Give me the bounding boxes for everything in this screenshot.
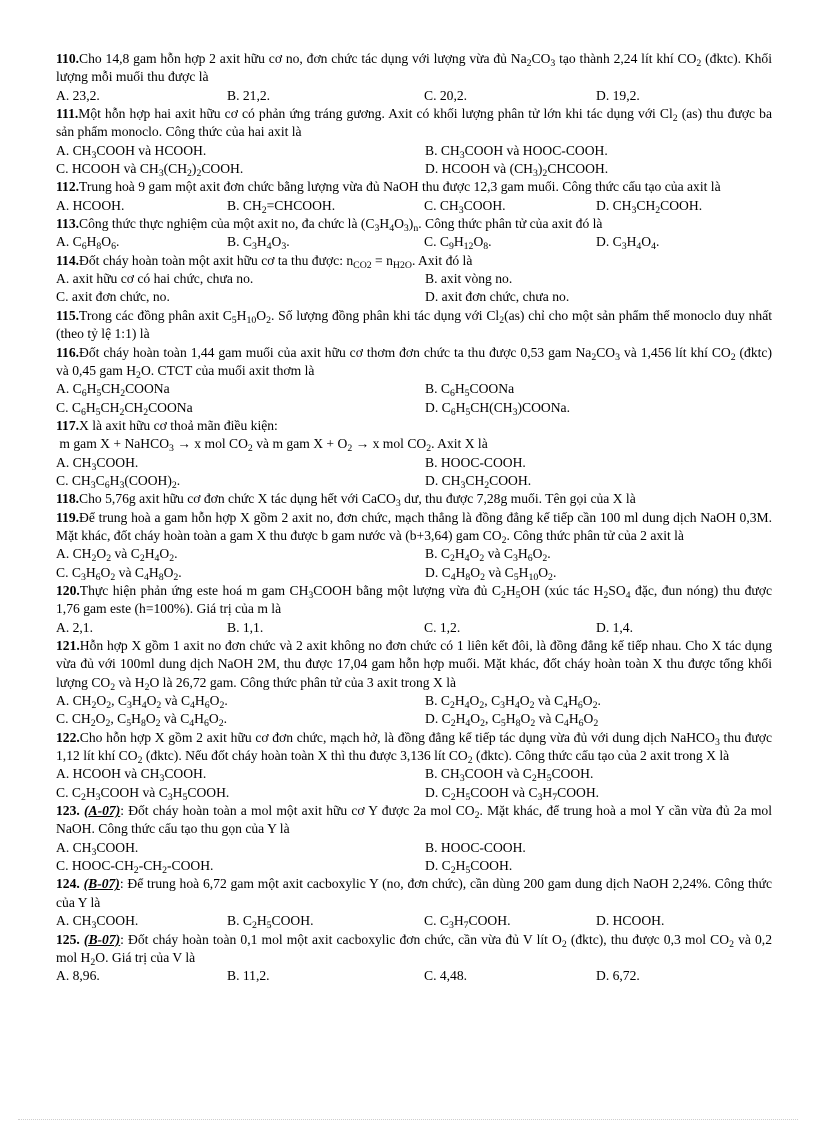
question-stem — [56, 490, 772, 508]
answer-option-b: B. $C_2H_4O_2$, $C_3H_4O_2$ và $C_4H_6O_2$. — [425, 693, 601, 711]
answer-options — [56, 545, 772, 582]
answer-option-a: A. 23,2. — [56, 87, 100, 103]
question-117 — [56, 417, 772, 490]
question-number: 124. — [56, 876, 80, 892]
question-112 — [56, 178, 772, 215]
question-114 — [56, 252, 772, 307]
answer-options — [56, 619, 772, 637]
question-stem — [56, 729, 772, 766]
answer-option-b: B. $C_3H_4O_3$. — [227, 234, 290, 253]
question-number: 125. — [56, 931, 80, 947]
question-124 — [56, 875, 772, 930]
answer-option-b: B. HOOC-COOH. — [425, 839, 526, 855]
answer-option-d: D. $C_4H_8O_2$ và $C_5H_{10}O_2$. — [425, 564, 557, 583]
answer-options — [56, 233, 772, 251]
question-text: X là axit hữu cơ thoả mãn điều kiện: m gam X + NaHCO$_3$ → x mol $CO_2$ và m gam $X + O_2 \to x$ mol $CO_2$. Axit X là — [56, 417, 488, 455]
question-number: 123. — [56, 803, 80, 819]
question-stem — [56, 252, 772, 270]
answer-option-b: B. $CH_3COOH$ và $C_2H_5COOH$. — [425, 766, 594, 785]
question-number: 119. — [56, 509, 80, 525]
question-text: Công thức thực nghiệm của một axit no, đa chức là $(C_3H_4O_3)_n$. Công thức phân tử của axit đó là — [79, 216, 603, 235]
question-stem — [56, 50, 772, 87]
answer-option-b: B. $CH_3COOH$ và HOOC-COOH. — [425, 142, 608, 161]
question-stem — [56, 417, 772, 454]
question-source: (A-07) — [83, 803, 121, 819]
question-121 — [56, 637, 772, 729]
answer-option-c: C. $CH_3C_6H_3(COOH)_2$. — [56, 472, 181, 491]
answer-options — [56, 142, 772, 179]
question-text: Trung hoà 9 gam một axit đơn chức bằng lượng vừa đủ NaOH thu được 12,3 gam muối. Công thức cấu tạo của axit là — [79, 179, 721, 195]
answer-option-a: A. axit hữu cơ có hai chức, chưa no. — [56, 271, 254, 287]
answer-options — [56, 454, 772, 491]
answer-options — [56, 912, 772, 930]
answer-option-a: A. $CH_2O_2$ và $C_2H_4O_2$. — [56, 546, 178, 565]
answer-option-c: C. 20,2. — [424, 87, 468, 103]
answer-option-c: C. $C_3H_6O_2$ và $C_4H_8O_2$. — [56, 564, 182, 583]
answer-option-a: A. $CH_2O_2$, $C_3H_4O_2$ và $C_4H_6O_2$. — [56, 693, 228, 711]
question-number: 111. — [56, 106, 79, 122]
answer-option-c: C. $C_2H_3COOH$ và $C_3H_5COOH$. — [56, 784, 230, 803]
answer-option-a: A. HCOOH và $CH_3COOH$. — [56, 766, 207, 785]
answer-option-c: C. $C_9H_{12}O_8$. — [424, 234, 492, 253]
question-110 — [56, 50, 772, 105]
answer-option-d: D. 19,2. — [596, 87, 640, 103]
answer-option-c: C. HOOC-$CH_2-CH_2$-COOH. — [56, 858, 214, 877]
answer-options — [56, 197, 772, 215]
question-stem — [56, 509, 772, 546]
answer-option-a: A. HCOOH. — [56, 197, 125, 213]
question-115 — [56, 307, 772, 344]
answer-options — [56, 967, 772, 985]
answer-option-d: D. $C_6H_5CH(CH_3)COONa$. — [425, 399, 570, 418]
question-text: Thực hiện phản ứng este hoá m gam $CH_3COOH$ bằng một lượng vừa đủ $C_2H_5OH$ (xúc tác $H_2SO_4$ đặc, đun nóng) thu được 1,76 gam este (h=100%). Giá trị của m là — [56, 582, 772, 617]
answer-options — [56, 380, 772, 417]
question-number: 115. — [56, 307, 80, 323]
question-number: 120. — [56, 582, 80, 598]
question-123 — [56, 802, 772, 875]
question-text: Đốt cháy hoàn toàn 1,44 gam muối của axit hữu cơ thơm đơn chức ta thu được 0,53 gam $Na_2CO_3$ và 1,456 lít khí $CO_2$ (đktc) và 0,45 gam $H_2O$. CTCT của muối axit thơm là — [56, 344, 772, 381]
question-list — [56, 50, 772, 986]
answer-option-b: B. 21,2. — [227, 87, 271, 103]
question-stem — [56, 215, 772, 233]
answer-option-d: D. $CH_3CH_2COOH$. — [425, 472, 532, 491]
question-113 — [56, 215, 772, 252]
answer-option-a: A. $C_6H_8O_6$. — [56, 234, 120, 253]
question-125 — [56, 931, 772, 986]
question-120 — [56, 582, 772, 637]
question-number: 114. — [56, 252, 80, 268]
question-text: Cho 5,76g axit hữu cơ đơn chức X tác dụng hết với CaCO$_3$ dư, thu được 7,28g muối. Tên gọi của X là — [79, 491, 636, 510]
question-source: (B-07) — [83, 931, 121, 947]
page-bottom-rule — [18, 1119, 798, 1120]
question-122 — [56, 729, 772, 802]
answer-options — [56, 692, 772, 729]
question-text: : Đốt cháy hoàn toàn 0,1 mol một axit cacboxylic đơn chức, cần vừa đủ V lít $O_2$ (đktc), thu được 0,3 mol $CO_2$ và 0,2 mol $H_2O$. Giá trị của V là — [56, 931, 773, 968]
question-stem — [56, 105, 772, 142]
question-number: 117. — [56, 417, 80, 433]
question-text: Đốt cháy hoàn toàn một axit hữu cơ ta thu được: $n_{CO2} = n_{H2O}$. Axit đó là — [79, 252, 473, 271]
question-stem — [56, 307, 772, 344]
answer-option-a: A. 2,1. — [56, 619, 94, 635]
answer-option-d: D. HCOOH. — [596, 913, 665, 929]
question-stem — [56, 931, 772, 968]
answer-option-b: B. axit vòng no. — [425, 271, 513, 287]
question-text: Để trung hoà a gam hỗn hợp X gồm 2 axit no, đơn chức, mạch thẳng là đồng đẳng kế tiếp cần 100 ml dung dịch NaOH 0,3M. Mặt khác, đốt cháy hoàn toàn a gam X thu được b gam nước và (b+3,64) gam $CO_2$. Công thức phân tử của 2 axit là — [56, 509, 772, 546]
question-118 — [56, 490, 772, 508]
answer-option-d: D. $C_2H_5COOH$ và $C_3H_7COOH$. — [425, 784, 600, 803]
answer-option-d: D. $C_2H_4O_2$, $C_5H_8O_2$ và $C_4H_6O_2$ — [425, 711, 599, 730]
question-number: 110. — [56, 51, 80, 66]
question-stem — [56, 802, 772, 839]
question-source: (B-07) — [83, 876, 120, 892]
question-number: 121. — [56, 638, 80, 653]
question-number: 116. — [56, 344, 80, 360]
question-text: : Đốt cháy hoàn toàn a mol một axit hữu cơ Y được 2a mol $CO_2$. Mặt khác, để trung hoà a mol Y cần vừa đủ 2a mol NaOH. Công thức cấu tạo thu gọn của Y là — [56, 803, 772, 837]
answer-options — [56, 839, 772, 876]
question-116 — [56, 344, 772, 417]
answer-option-d: D. HCOOH và $(CH_3)_2CHCOOH$. — [425, 161, 609, 179]
question-number: 113. — [56, 216, 80, 232]
question-text: Cho hỗn hợp X gồm 2 axit hữu cơ đơn chức, mạch hở, là đồng đẳng kế tiếp tác dụng vừa đủ với dung dịch NaHCO$_3$ thu được 1,12 lít khí $CO_2$ (đktc). Nếu đốt cháy hoàn toàn X thì thu được 3,136 lít $CO_2$ (đktc). Công thức cấu tạo của 2 axit trong X là — [56, 729, 772, 766]
answer-option-c: C. 4,48. — [424, 968, 468, 984]
answer-option-d: D. axit đơn chức, chưa no. — [425, 289, 570, 305]
answer-option-a: A. $C_6H_5CH_2COONa$ — [56, 381, 170, 400]
answer-option-c: C. HCOOH và $CH_3(CH_2)_2COOH$. — [56, 161, 244, 179]
question-number: 112. — [56, 179, 80, 195]
question-stem — [56, 637, 772, 692]
answer-option-c: C. $CH_3COOH$. — [424, 197, 506, 216]
answer-option-a: A. $CH_3COOH$. — [56, 913, 139, 932]
answer-option-c: C. $C_6H_5CH_2CH_2COONa$ — [56, 399, 193, 418]
answer-options — [56, 765, 772, 802]
question-stem — [56, 875, 772, 912]
answer-option-b: B. 1,1. — [227, 619, 264, 635]
question-text: : Để trung hoà 6,72 gam một axit cacboxylic Y (no, đơn chức), cần dùng 200 gam dung dịch NaOH 2,24%. Công thức của Y là — [56, 876, 772, 910]
answer-option-b: B. 11,2. — [227, 968, 270, 984]
answer-option-c: C. $CH_2O_2$, $C_5H_8O_2$ và $C_4H_6O_2$. — [56, 711, 227, 730]
question-111 — [56, 105, 772, 178]
answer-option-b: B. HOOC-COOH. — [425, 454, 526, 470]
question-number: 122. — [56, 729, 80, 745]
answer-option-c: C. $C_3H_7COOH$. — [424, 913, 511, 932]
question-text: Cho 14,8 gam hỗn hợp 2 axit hữu cơ no, đơn chức tác dụng với lượng vừa đủ $Na_2CO_3$ tạo thành 2,24 lít khí $CO_2$ (đktc). Khối lượng mỗi muối thu được là — [56, 51, 773, 85]
answer-option-d: D. 1,4. — [596, 619, 634, 635]
question-stem — [56, 344, 772, 381]
answer-option-b: B. $CH_2=CHCOOH$. — [227, 197, 336, 216]
answer-option-a: A. 8,96. — [56, 968, 100, 984]
question-text: Hỗn hợp X gồm 1 axit no đơn chức và 2 axit không no đơn chức có 1 liên kết đôi, là đồng đẳng kế tiếp nhau. Cho X tác dụng vừa đủ với 100ml dung dịch NaOH 2M, thu được 17,04 gam hỗn hợp muối. Mặt khác, đốt cháy hoàn toàn X thu được tổng khối lượng $CO_2$ và $H_2O$ là 26,72 gam. Công thức phân tử của 3 axit trong X là — [56, 638, 772, 693]
question-stem — [56, 178, 772, 196]
answer-option-b: B. $C_2H_4O_2$ và $C_3H_6O_2$. — [425, 546, 551, 565]
question-119 — [56, 509, 772, 582]
answer-option-c: C. 1,2. — [424, 619, 461, 635]
answer-option-b: B. $C_6H_5COONa$ — [425, 381, 515, 400]
question-stem — [56, 582, 772, 619]
question-number: 118. — [56, 491, 80, 507]
answer-option-a: A. $CH_3COOH$. — [56, 839, 139, 858]
answer-option-d: D. $CH_3CH_2COOH$. — [596, 197, 703, 216]
answer-option-a: A. $CH_3COOH$ và HCOOH. — [56, 142, 207, 161]
answer-option-c: C. axit đơn chức, no. — [56, 289, 170, 305]
answer-option-d: D. $C_3H_4O_4$. — [596, 234, 660, 253]
answer-option-d: D. $C_2H_5COOH$. — [425, 858, 513, 877]
answer-options — [56, 270, 772, 307]
answer-option-d: D. 6,72. — [596, 968, 640, 984]
answer-options — [56, 87, 772, 105]
answer-option-b: B. $C_2H_5COOH$. — [227, 913, 314, 932]
question-text: Trong các đồng phân axit $C_5H_{10}O_2$. Số lượng đồng phân khi tác dụng với $Cl_2(as)$ chỉ cho một sản phẩm thế monoclo duy nhất (theo tỷ lệ 1:1) là — [56, 307, 773, 342]
question-text: Một hỗn hợp hai axit hữu cơ có phản ứng tráng gương. Axit có khối lượng phân tử lớn khi tác dụng với $Cl_2$ (as) thu được ba sản phẩm monoclo. Công thức của hai axit là — [56, 106, 772, 140]
answer-option-a: A. $CH_3COOH$. — [56, 454, 139, 473]
